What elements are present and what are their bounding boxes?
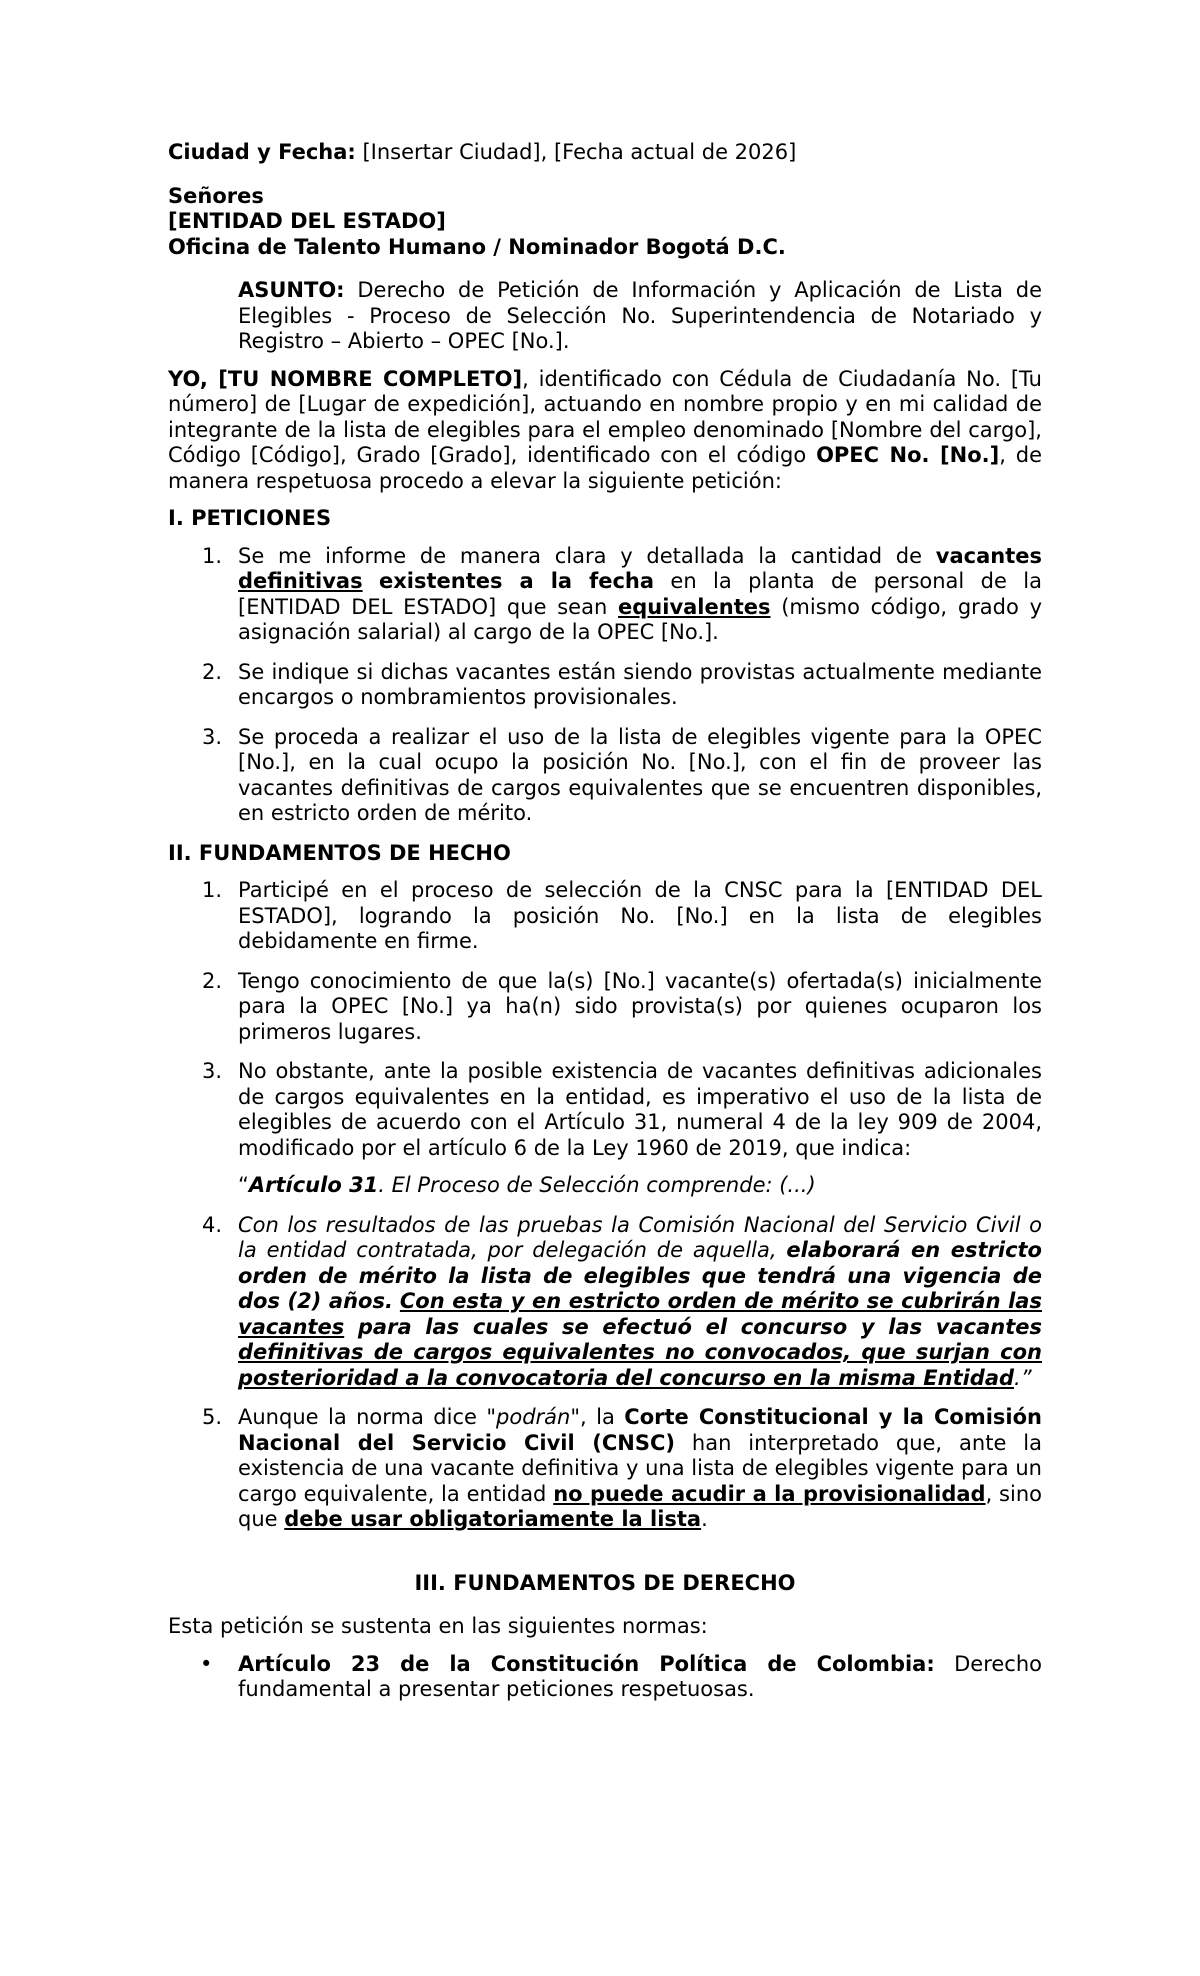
list-number: 4.	[202, 1212, 223, 1237]
list-item: • Artículo 23 de la Constitución Política de Colombia: Derecho fundamental a presentar peticiones respetuosas.	[200, 1651, 1042, 1701]
intro-text-1: , identificado con Cédula de Ciudadanía No. [Tu número] de [Lugar de expedición], actuando en nombre propio y en mi calidad de integrante de la lista de elegibles para el empleo denominado [Nombre del cargo], Código [Código], Grado [Grado], identificado con el código	[168, 366, 1042, 467]
list-number: 1.	[202, 543, 223, 568]
list-item: 3. No obstante, ante la posible existencia de vacantes definitivas adicionales de cargos equivalentes en la entidad, es imperativo el uso de la lista de elegibles de acuerdo con el Artículo 31, numeral 4 de la ley 909 de 2004, modificado por el artículo 6 de la Ley 1960 de 2019, que indica: “Artículo 31. El Proceso de Selección comprende: (...)	[202, 1059, 1042, 1197]
article-quote: “Artículo 31. El Proceso de Selección comprende: (...)	[238, 1173, 816, 1197]
section-title-peticiones: I. PETICIONES	[168, 506, 332, 530]
list-number: 5.	[202, 1405, 223, 1429]
section-title-derecho: III. FUNDAMENTOS DE DERECHO	[414, 1570, 796, 1595]
list-item: 2. Tengo conocimiento de que la(s) [No.] vacante(s) ofertada(s) inicialmente para la OPEC [No.] ya ha(n) sido provista(s) por quienes ocuparon los primeros lugares.	[202, 968, 1042, 1044]
derecho-list	[168, 1652, 1042, 1703]
list-item: 3. Se proceda a realizar el uso de la lista de elegibles vigente para la OPEC [No.], en la cual ocupo la posición No. [No.], con el fin de proveer las vacantes definitivas de cargos equivalentes que se encuentren disponibles, en estricto orden de mérito.	[202, 724, 1042, 825]
hechos-list	[168, 878, 1042, 1533]
addressee-salutation: Señores	[168, 183, 264, 208]
list-number: 1.	[202, 878, 223, 902]
peticiones-list	[168, 544, 1042, 827]
city-date-label: Ciudad y Fecha:	[168, 140, 356, 164]
list-number: 2.	[202, 659, 223, 684]
subject-label: ASUNTO:	[238, 278, 345, 302]
city-date-value: [Insertar Ciudad], [Fecha actual de 2026]	[355, 140, 797, 164]
addressee-entity: [ENTIDAD DEL ESTADO]	[168, 209, 446, 233]
list-number: 3.	[202, 724, 223, 749]
list-item: 5. Aunque la norma dice "podrán", la Corte Constitucional y la Comisión Nacional del Servicio Civil (CNSC) han interpretado que, ante la existencia de una vacante definitiva y una lista de elegibles vigente para un cargo equivalente, la entidad no puede acudir a la provisionalidad, sino que debe usar obligatoriamente la lista.	[202, 1405, 1042, 1531]
list-number: 3.	[202, 1059, 223, 1083]
addressee-block	[168, 184, 1042, 261]
bullet-icon: •	[200, 1651, 213, 1676]
list-item: 1. Se me informe de manera clara y detallada la cantidad de vacantes definitivas existentes a la fecha en la planta de personal de la [ENTIDAD DEL ESTADO] que sean equivalentes (mismo código, grado y asignación salarial) al cargo de la OPEC [No.].	[202, 543, 1043, 644]
intro-text-2: , de manera respetuosa procedo a elevar la siguiente petición:	[168, 443, 1042, 493]
subject-paragraph	[238, 278, 1042, 355]
list-item: 1. Participé en el proceso de selección de la CNSC para la [ENTIDAD DEL ESTADO], logrando la posición No. [No.] en la lista de elegibles debidamente en firme.	[202, 878, 1042, 953]
section-title-hechos: II. FUNDAMENTOS DE HECHO	[168, 840, 511, 865]
subject-text: Derecho de Petición de Información y Aplicación de Lista de Elegibles - Proceso de Selección No. Superintendencia de Notariado y Registro – Abierto – OPEC [No.].	[238, 278, 1042, 353]
intro-opec: OPEC No. [No.]	[816, 443, 1000, 467]
list-number: 2.	[202, 968, 223, 993]
list-item: 4. Con los resultados de las pruebas la Comisión Nacional del Servicio Civil o la entidad contratada, por delegación de aquella, elaborará en estricto orden de mérito la lista de elegibles que tendrá una vigencia de dos (2) años. Con esta y en estricto orden de mérito se cubrirán las vacantes para las cuales se efectuó el concurso y las vacantes definitivas de cargos equivalentes no convocados, que surjan con posterioridad a la convocatoria del concurso en la misma Entidad.”	[202, 1212, 1042, 1390]
intro-paragraph	[168, 367, 1042, 495]
derecho-intro: Esta petición se sustenta en las siguientes normas:	[168, 1614, 708, 1638]
intro-name: YO, [TU NOMBRE COMPLETO]	[168, 366, 523, 391]
addressee-office: Oficina de Talento Humano / Nominador Bogotá D.C.	[168, 234, 786, 259]
list-item: 2. Se indique si dichas vacantes están siendo provistas actualmente mediante encargos o nombramientos provisionales.	[202, 659, 1042, 709]
city-date-line	[168, 140, 1042, 166]
